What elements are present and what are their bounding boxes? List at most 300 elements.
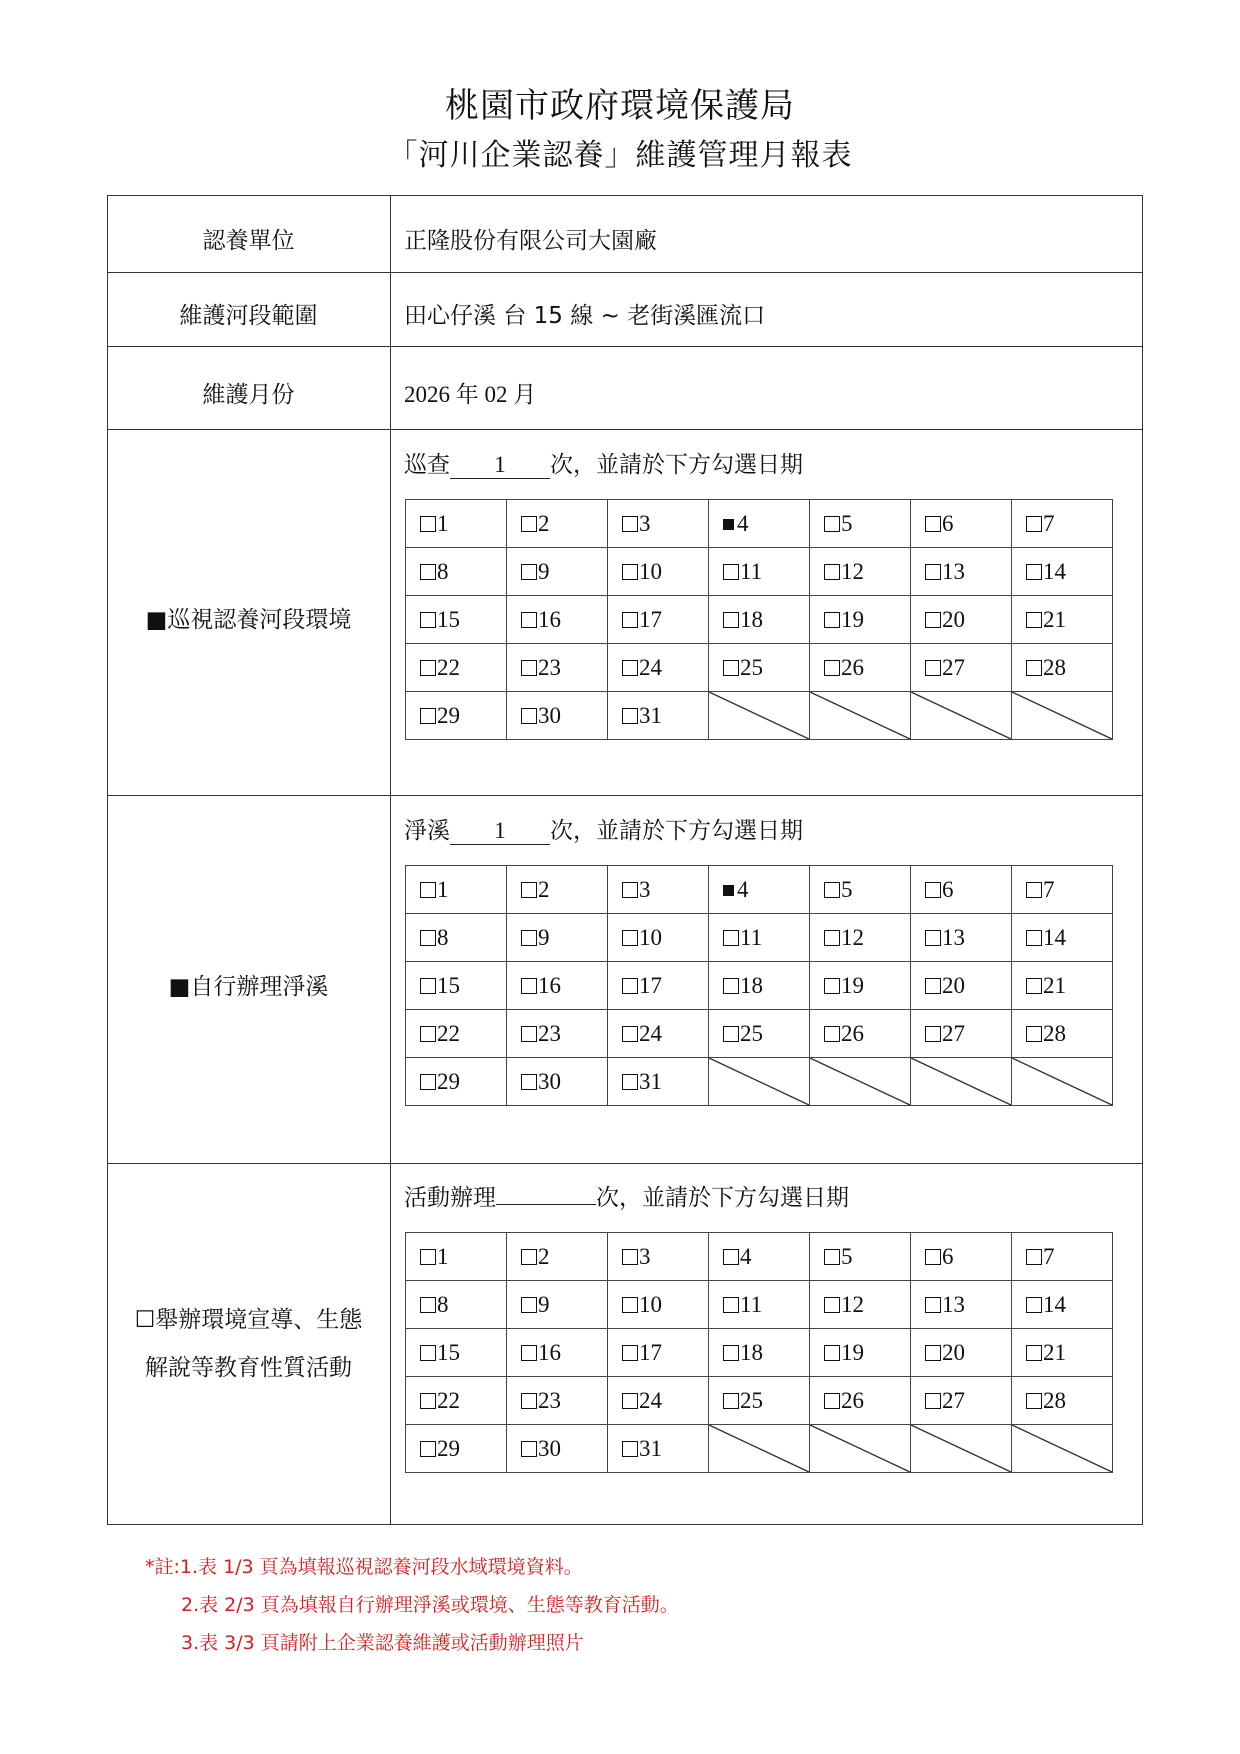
checkbox-icon[interactable] — [521, 1026, 537, 1042]
date-grid-row — [406, 500, 1113, 548]
day-number: 22 — [437, 1020, 460, 1046]
patrol-count-field[interactable]: 1 — [450, 452, 550, 479]
activity-count-field[interactable] — [496, 1204, 596, 1205]
date-grid-row — [406, 1233, 1113, 1281]
empty-slashed-cell — [911, 692, 1012, 740]
checkbox-icon[interactable] — [1026, 1297, 1042, 1313]
day-number: 29 — [437, 1068, 460, 1094]
day-number: 22 — [437, 654, 460, 680]
checkbox-icon[interactable] — [925, 882, 941, 898]
day-cell-14[interactable] — [1012, 1281, 1113, 1329]
day-cell-11[interactable] — [709, 914, 810, 962]
day-number: 27 — [942, 1020, 965, 1046]
day-cell-29[interactable] — [406, 1425, 507, 1473]
diagonal-slash-icon — [810, 1425, 910, 1472]
day-cell-6[interactable] — [911, 866, 1012, 914]
checkbox-icon[interactable] — [521, 516, 537, 532]
checkbox-icon[interactable] — [723, 660, 739, 676]
day-cell-28[interactable] — [1012, 644, 1113, 692]
activity-section-label — [107, 1296, 390, 1392]
checkbox-icon[interactable] — [723, 930, 739, 946]
row-divider — [107, 272, 1143, 273]
day-cell-25[interactable] — [709, 1377, 810, 1425]
day-number: 12 — [841, 924, 864, 950]
day-number: 5 — [841, 1243, 853, 1269]
day-cell-7[interactable] — [1012, 866, 1113, 914]
day-cell-27[interactable] — [911, 1010, 1012, 1058]
activity-count-prefix: 活動辦理 — [404, 1185, 496, 1211]
day-cell-1[interactable] — [406, 500, 507, 548]
day-cell-5[interactable] — [810, 500, 911, 548]
day-number: 26 — [841, 1020, 864, 1046]
date-grid-row — [406, 1377, 1113, 1425]
day-number: 6 — [942, 1243, 954, 1269]
checkbox-icon[interactable] — [420, 930, 436, 946]
day-cell-14[interactable] — [1012, 914, 1113, 962]
checkbox-icon[interactable] — [824, 564, 840, 580]
unit-label: 認養單位 — [202, 228, 295, 254]
day-number: 12 — [841, 558, 864, 584]
activity-count-suffix: 次，並請於下方勾選日期 — [596, 1185, 849, 1211]
month-value: 2026 年 02 月 — [404, 382, 537, 407]
checkbox-icon[interactable] — [622, 1393, 638, 1409]
checkbox-icon[interactable] — [420, 1026, 436, 1042]
empty-slashed-cell — [709, 1425, 810, 1473]
day-number: 27 — [942, 1387, 965, 1413]
day-cell-8[interactable] — [406, 548, 507, 596]
date-grid-row — [406, 596, 1113, 644]
day-number: 5 — [841, 876, 853, 902]
day-cell-19[interactable] — [810, 962, 911, 1010]
day-cell-29[interactable] — [406, 1058, 507, 1106]
patrol-count-line — [404, 446, 803, 479]
day-number: 2 — [538, 876, 550, 902]
day-cell-26[interactable] — [810, 644, 911, 692]
checkbox-icon[interactable] — [420, 1345, 436, 1361]
row-divider — [107, 346, 1143, 347]
empty-slashed-cell — [911, 1425, 1012, 1473]
day-number: 12 — [841, 1291, 864, 1317]
day-cell-11[interactable] — [709, 548, 810, 596]
checkbox-icon[interactable] — [824, 1345, 840, 1361]
activity-label-line1: ☐舉辦環境宣導、生態 — [134, 1307, 363, 1333]
checked-box-icon[interactable] — [723, 519, 734, 530]
checkbox-icon[interactable] — [1026, 1026, 1042, 1042]
checkbox-icon[interactable] — [420, 1249, 436, 1265]
day-cell-15[interactable] — [406, 596, 507, 644]
note-line-1: *註:1.表 1/3 頁為填報巡視認養河段水域環境資料。 — [145, 1556, 583, 1578]
diagonal-slash-icon — [911, 1058, 1011, 1105]
day-cell-27[interactable] — [911, 644, 1012, 692]
checkbox-icon[interactable] — [420, 564, 436, 580]
checkbox-icon[interactable] — [521, 612, 537, 628]
day-number: 22 — [437, 1387, 460, 1413]
day-number: 23 — [538, 1020, 561, 1046]
day-number: 15 — [437, 606, 460, 632]
checkbox-icon[interactable] — [622, 1345, 638, 1361]
row-divider — [107, 1163, 1143, 1164]
day-number: 31 — [639, 702, 662, 728]
cleanup-date-grid — [405, 865, 1113, 1106]
day-number: 14 — [1043, 1291, 1066, 1317]
day-number: 10 — [639, 1291, 662, 1317]
day-cell-9[interactable] — [507, 914, 608, 962]
day-cell-3[interactable] — [608, 1233, 709, 1281]
checkbox-icon[interactable] — [723, 1026, 739, 1042]
checkbox-icon[interactable] — [1026, 564, 1042, 580]
day-number: 10 — [639, 924, 662, 950]
checkbox-icon[interactable] — [622, 612, 638, 628]
day-number: 23 — [538, 654, 561, 680]
checkbox-icon[interactable] — [420, 978, 436, 994]
checkbox-icon[interactable] — [521, 930, 537, 946]
day-number: 8 — [437, 1291, 449, 1317]
day-number: 24 — [639, 654, 662, 680]
day-cell-30[interactable] — [507, 692, 608, 740]
checkbox-icon[interactable] — [824, 882, 840, 898]
day-cell-1[interactable] — [406, 1233, 507, 1281]
day-cell-27[interactable] — [911, 1377, 1012, 1425]
checkbox-icon[interactable] — [420, 660, 436, 676]
empty-slashed-cell — [709, 1058, 810, 1106]
checkbox-icon[interactable] — [1026, 1249, 1042, 1265]
day-cell-2[interactable] — [507, 500, 608, 548]
checkbox-icon[interactable] — [723, 978, 739, 994]
diagonal-slash-icon — [709, 1058, 809, 1105]
day-cell-21[interactable] — [1012, 596, 1113, 644]
checkbox-icon[interactable] — [420, 708, 436, 724]
checkbox-icon[interactable] — [521, 1345, 537, 1361]
checkbox-icon[interactable] — [925, 1345, 941, 1361]
checkbox-icon[interactable] — [420, 1441, 436, 1457]
day-number: 17 — [639, 972, 662, 998]
checkbox-icon[interactable] — [824, 930, 840, 946]
day-cell-2[interactable] — [507, 866, 608, 914]
checkbox-icon[interactable] — [824, 1297, 840, 1313]
day-cell-31[interactable] — [608, 692, 709, 740]
day-cell-3[interactable] — [608, 866, 709, 914]
day-number: 10 — [639, 558, 662, 584]
day-cell-22[interactable] — [406, 1010, 507, 1058]
patrol-section-label: ■巡視認養河段環境 — [145, 607, 352, 633]
date-grid-row — [406, 962, 1113, 1010]
checkbox-icon[interactable] — [1026, 660, 1042, 676]
day-cell-25[interactable] — [709, 644, 810, 692]
checkbox-icon[interactable] — [1026, 1345, 1042, 1361]
checkbox-icon[interactable] — [521, 1393, 537, 1409]
day-cell-30[interactable] — [507, 1058, 608, 1106]
date-grid-row — [406, 914, 1113, 962]
checkbox-icon[interactable] — [1026, 612, 1042, 628]
day-number: 8 — [437, 558, 449, 584]
diagonal-slash-icon — [911, 1425, 1011, 1472]
day-cell-28[interactable] — [1012, 1010, 1113, 1058]
day-cell-3[interactable] — [608, 500, 709, 548]
day-cell-17[interactable] — [608, 596, 709, 644]
checkbox-icon[interactable] — [420, 1074, 436, 1090]
checkbox-icon[interactable] — [622, 930, 638, 946]
day-number: 16 — [538, 606, 561, 632]
day-cell-7[interactable] — [1012, 1233, 1113, 1281]
checkbox-icon[interactable] — [521, 1297, 537, 1313]
cleanup-count-field[interactable]: 1 — [450, 818, 550, 845]
checkbox-icon[interactable] — [622, 978, 638, 994]
day-number: 20 — [942, 972, 965, 998]
day-number: 20 — [942, 606, 965, 632]
checkbox-icon[interactable] — [824, 612, 840, 628]
checkbox-icon[interactable] — [622, 564, 638, 580]
day-cell-18[interactable] — [709, 962, 810, 1010]
day-cell-9[interactable] — [507, 1281, 608, 1329]
row-divider — [107, 795, 1143, 796]
checkbox-icon[interactable] — [925, 930, 941, 946]
checkbox-icon[interactable] — [723, 1393, 739, 1409]
day-cell-23[interactable] — [507, 644, 608, 692]
day-number: 29 — [437, 1435, 460, 1461]
day-cell-12[interactable] — [810, 548, 911, 596]
day-number: 19 — [841, 606, 864, 632]
checkbox-icon[interactable] — [420, 516, 436, 532]
day-cell-16[interactable] — [507, 1329, 608, 1377]
checkbox-icon[interactable] — [521, 1074, 537, 1090]
day-cell-5[interactable] — [810, 866, 911, 914]
form-title: 「河川企業認養」維護管理月報表 — [387, 138, 853, 173]
checkbox-icon[interactable] — [420, 882, 436, 898]
diagonal-slash-icon — [1012, 692, 1112, 739]
day-number: 26 — [841, 654, 864, 680]
day-cell-26[interactable] — [810, 1010, 911, 1058]
day-number: 25 — [740, 654, 763, 680]
checkbox-icon[interactable] — [925, 612, 941, 628]
checkbox-icon[interactable] — [521, 564, 537, 580]
empty-slashed-cell — [1012, 1058, 1113, 1106]
day-number: 9 — [538, 558, 550, 584]
checkbox-icon[interactable] — [925, 564, 941, 580]
checkbox-icon[interactable] — [622, 1297, 638, 1313]
checkbox-icon[interactable] — [723, 564, 739, 580]
day-cell-10[interactable] — [608, 914, 709, 962]
day-cell-20[interactable] — [911, 962, 1012, 1010]
checkbox-icon[interactable] — [1026, 516, 1042, 532]
day-cell-5[interactable] — [810, 1233, 911, 1281]
day-number: 1 — [437, 1243, 449, 1269]
day-number: 24 — [639, 1387, 662, 1413]
day-number: 5 — [841, 510, 853, 536]
day-number: 3 — [639, 510, 651, 536]
day-cell-18[interactable] — [709, 596, 810, 644]
checkbox-icon[interactable] — [925, 978, 941, 994]
day-number: 28 — [1043, 1020, 1066, 1046]
checkbox-icon[interactable] — [925, 1249, 941, 1265]
day-cell-7[interactable] — [1012, 500, 1113, 548]
patrol-count-prefix: 巡查 — [404, 452, 450, 478]
day-cell-24[interactable] — [608, 644, 709, 692]
day-cell-24[interactable] — [608, 1377, 709, 1425]
checkbox-icon[interactable] — [521, 708, 537, 724]
day-cell-14[interactable] — [1012, 548, 1113, 596]
checkbox-icon[interactable] — [420, 1297, 436, 1313]
date-grid-row — [406, 1010, 1113, 1058]
day-cell-25[interactable] — [709, 1010, 810, 1058]
day-cell-4[interactable] — [709, 1233, 810, 1281]
day-cell-29[interactable] — [406, 692, 507, 740]
day-cell-4[interactable] — [709, 500, 810, 548]
day-cell-30[interactable] — [507, 1425, 608, 1473]
checkbox-icon[interactable] — [1026, 1393, 1042, 1409]
day-cell-16[interactable] — [507, 962, 608, 1010]
day-cell-6[interactable] — [911, 500, 1012, 548]
checkbox-icon[interactable] — [1026, 978, 1042, 994]
day-cell-19[interactable] — [810, 1329, 911, 1377]
checkbox-icon[interactable] — [622, 516, 638, 532]
date-grid-row — [406, 644, 1113, 692]
checkbox-icon[interactable] — [925, 516, 941, 532]
day-cell-13[interactable] — [911, 1281, 1012, 1329]
day-number: 9 — [538, 1291, 550, 1317]
diagonal-slash-icon — [1012, 1058, 1112, 1105]
day-cell-31[interactable] — [608, 1058, 709, 1106]
checkbox-icon[interactable] — [1026, 930, 1042, 946]
day-cell-8[interactable] — [406, 914, 507, 962]
day-cell-21[interactable] — [1012, 962, 1113, 1010]
empty-slashed-cell — [1012, 692, 1113, 740]
day-cell-20[interactable] — [911, 1329, 1012, 1377]
day-number: 1 — [437, 876, 449, 902]
day-number: 4 — [740, 1243, 752, 1269]
checkbox-icon[interactable] — [420, 612, 436, 628]
day-cell-15[interactable] — [406, 962, 507, 1010]
day-cell-6[interactable] — [911, 1233, 1012, 1281]
day-number: 25 — [740, 1020, 763, 1046]
day-cell-17[interactable] — [608, 1329, 709, 1377]
day-cell-11[interactable] — [709, 1281, 810, 1329]
day-number: 14 — [1043, 558, 1066, 584]
day-number: 24 — [639, 1020, 662, 1046]
day-cell-4[interactable] — [709, 866, 810, 914]
checkbox-icon[interactable] — [824, 660, 840, 676]
day-cell-1[interactable] — [406, 866, 507, 914]
checked-box-icon[interactable] — [723, 885, 734, 896]
checkbox-icon[interactable] — [1026, 882, 1042, 898]
checkbox-icon[interactable] — [925, 1026, 941, 1042]
day-cell-20[interactable] — [911, 596, 1012, 644]
day-cell-28[interactable] — [1012, 1377, 1113, 1425]
checkbox-icon[interactable] — [925, 1393, 941, 1409]
checkbox-icon[interactable] — [723, 1297, 739, 1313]
checkbox-icon[interactable] — [622, 1074, 638, 1090]
day-number: 4 — [737, 510, 749, 536]
day-cell-21[interactable] — [1012, 1329, 1113, 1377]
day-cell-15[interactable] — [406, 1329, 507, 1377]
patrol-date-grid — [405, 499, 1113, 740]
day-cell-23[interactable] — [507, 1377, 608, 1425]
column-divider — [390, 195, 391, 1525]
day-number: 28 — [1043, 1387, 1066, 1413]
date-grid-row — [406, 1329, 1113, 1377]
checkbox-icon[interactable] — [824, 1026, 840, 1042]
checkbox-icon[interactable] — [622, 1441, 638, 1457]
day-cell-24[interactable] — [608, 1010, 709, 1058]
day-cell-10[interactable] — [608, 548, 709, 596]
day-cell-31[interactable] — [608, 1425, 709, 1473]
day-number: 2 — [538, 510, 550, 536]
checkbox-icon[interactable] — [723, 612, 739, 628]
day-number: 18 — [740, 606, 763, 632]
day-cell-10[interactable] — [608, 1281, 709, 1329]
day-cell-2[interactable] — [507, 1233, 608, 1281]
checkbox-icon[interactable] — [420, 1393, 436, 1409]
day-cell-19[interactable] — [810, 596, 911, 644]
day-number: 31 — [639, 1435, 662, 1461]
checkbox-icon[interactable] — [622, 660, 638, 676]
empty-slashed-cell — [810, 1425, 911, 1473]
day-number: 30 — [538, 702, 561, 728]
day-cell-13[interactable] — [911, 914, 1012, 962]
checkbox-icon[interactable] — [824, 978, 840, 994]
day-cell-26[interactable] — [810, 1377, 911, 1425]
checkbox-icon[interactable] — [622, 1026, 638, 1042]
checkbox-icon[interactable] — [521, 978, 537, 994]
checkbox-icon[interactable] — [521, 660, 537, 676]
checkbox-icon[interactable] — [521, 1249, 537, 1265]
checkbox-icon[interactable] — [723, 1249, 739, 1265]
day-cell-8[interactable] — [406, 1281, 507, 1329]
checkbox-icon[interactable] — [925, 660, 941, 676]
day-number: 17 — [639, 1339, 662, 1365]
day-cell-9[interactable] — [507, 548, 608, 596]
day-number: 13 — [942, 1291, 965, 1317]
checkbox-icon[interactable] — [521, 1441, 537, 1457]
day-number: 20 — [942, 1339, 965, 1365]
checkbox-icon[interactable] — [824, 1249, 840, 1265]
day-number: 30 — [538, 1068, 561, 1094]
month-label: 維護月份 — [202, 382, 295, 408]
day-number: 3 — [639, 876, 651, 902]
checkbox-icon[interactable] — [723, 1345, 739, 1361]
checkbox-icon[interactable] — [622, 708, 638, 724]
cleanup-count-line — [404, 812, 803, 845]
day-cell-22[interactable] — [406, 1377, 507, 1425]
checkbox-icon[interactable] — [824, 1393, 840, 1409]
day-cell-17[interactable] — [608, 962, 709, 1010]
day-number: 21 — [1043, 972, 1066, 998]
day-number: 6 — [942, 510, 954, 536]
day-cell-13[interactable] — [911, 548, 1012, 596]
day-cell-16[interactable] — [507, 596, 608, 644]
checkbox-icon[interactable] — [824, 516, 840, 532]
date-grid-row — [406, 1058, 1113, 1106]
day-cell-23[interactable] — [507, 1010, 608, 1058]
empty-slashed-cell — [709, 692, 810, 740]
note-line-2: 2.表 2/3 頁為填報自行辦理淨溪或環境、生態等教育活動。 — [181, 1594, 679, 1616]
checkbox-icon[interactable] — [521, 882, 537, 898]
checkbox-icon[interactable] — [925, 1297, 941, 1313]
day-number: 29 — [437, 702, 460, 728]
day-cell-12[interactable] — [810, 1281, 911, 1329]
checkbox-icon[interactable] — [622, 882, 638, 898]
unit-value: 正隆股份有限公司大園廠 — [404, 228, 657, 254]
day-number: 27 — [942, 654, 965, 680]
day-number: 26 — [841, 1387, 864, 1413]
day-number: 23 — [538, 1387, 561, 1413]
day-cell-18[interactable] — [709, 1329, 810, 1377]
activity-label-line2: 解說等教育性質活動 — [145, 1355, 352, 1381]
patrol-count-suffix: 次，並請於下方勾選日期 — [550, 452, 803, 478]
checkbox-icon[interactable] — [622, 1249, 638, 1265]
day-number: 3 — [639, 1243, 651, 1269]
day-cell-22[interactable] — [406, 644, 507, 692]
day-cell-12[interactable] — [810, 914, 911, 962]
